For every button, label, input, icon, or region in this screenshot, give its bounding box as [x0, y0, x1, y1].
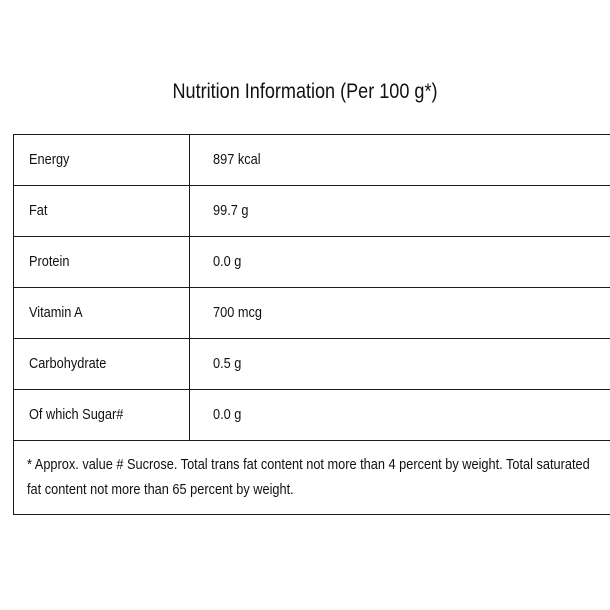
nutrient-label: Of which Sugar# [29, 407, 124, 423]
nutrient-value: 0.5 g [213, 356, 242, 372]
nutrient-label-cell [14, 186, 190, 237]
nutrient-label-cell [14, 390, 190, 441]
table-row [14, 186, 610, 237]
nutrient-label: Protein [29, 254, 70, 270]
nutrient-value: 0.0 g [213, 254, 242, 270]
page-title: Nutrition Information (Per 100 g*) [172, 80, 438, 103]
table-row [14, 339, 610, 390]
nutrient-value-cell [190, 339, 610, 390]
nutrient-label: Fat [29, 203, 48, 219]
nutrient-value: 99.7 g [213, 203, 249, 219]
footnote-row [14, 441, 610, 515]
nutrient-label-cell [14, 288, 190, 339]
nutrient-value: 897 kcal [213, 152, 261, 168]
nutrient-label: Carbohydrate [29, 356, 107, 372]
nutrient-value-cell [190, 390, 610, 441]
nutrient-value-cell [190, 186, 610, 237]
footnote: * Approx. value # Sucrose. Total trans fat content not more than 4 percent by weight. Total saturated fat content not more than 65 percent by weight. [27, 456, 590, 498]
table-row [14, 237, 610, 288]
nutrient-value-cell [190, 288, 610, 339]
nutrient-value: 700 mcg [213, 305, 262, 321]
nutrient-label-cell [14, 237, 190, 288]
nutrient-value-cell [190, 135, 610, 186]
nutrition-table [13, 134, 610, 515]
table-row [14, 390, 610, 441]
footnote-cell [14, 441, 610, 515]
nutrient-value-cell [190, 237, 610, 288]
nutrient-label-cell [14, 135, 190, 186]
nutrient-label-cell [14, 339, 190, 390]
nutrient-value: 0.0 g [213, 407, 242, 423]
table-row [14, 135, 610, 186]
nutrient-label: Energy [29, 152, 70, 168]
nutrient-label: Vitamin A [29, 305, 83, 321]
table-row [14, 288, 610, 339]
